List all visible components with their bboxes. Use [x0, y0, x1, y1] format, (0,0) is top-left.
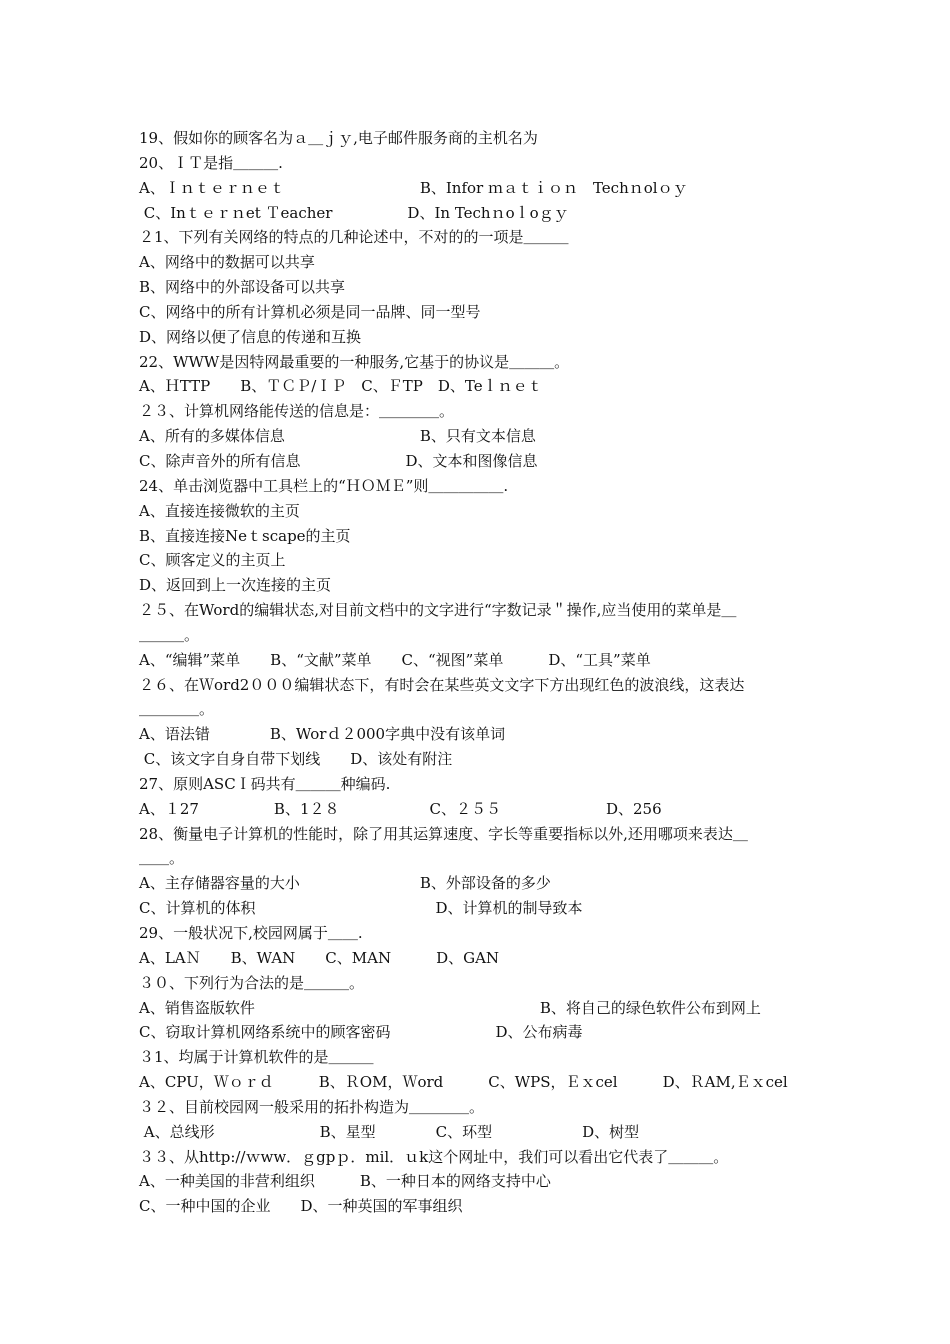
text-line: ３２、目前校园网一般采用的拓扑构造为＿＿＿＿。 — [139, 1097, 485, 1116]
text-line: ３０、下列行为合法的是＿＿＿。 — [139, 973, 365, 992]
text-line: A、“编辑”菜单 B、“文献”菜单 C、“视图”菜单 D、“工具”菜单 — [139, 650, 651, 669]
text-line: C、Inｔｅｒｎet Ｔeacher D、In Techｎoｌoｇｙ — [139, 203, 569, 222]
text-line: C、网络中的所有计算机必须是同一品牌、同一型号 — [139, 302, 481, 321]
text-line: A、CPU，Ｗｏｒｄ B、ＲOM，Ｗord C、WPS，Ｅｘcel D、ＲAM,Ｅｘcel — [139, 1073, 788, 1092]
text-line: C、除声音外的所有信息 D、文本和图像信息 — [139, 451, 538, 470]
text-line: 20、ＩＴ是指＿＿＿. — [139, 153, 283, 172]
text-line: A、所有的多媒体信息 B、只有文本信息 — [139, 427, 536, 446]
text-line: ＿＿。 — [139, 849, 185, 868]
text-line: C、一种中国的企业 D、一种英国的军事组织 — [139, 1197, 463, 1216]
text-line: 28、衡量电子计算机的性能时，除了用其运算速度、字长等重要指标以外,还用哪项来表达＿ — [139, 824, 748, 843]
text-line: C、窃取计算机网络系统中的顾客密码 D、公布病毒 — [139, 1023, 583, 1042]
text-line: A、网络中的数据可以共享 — [139, 253, 315, 272]
text-line: D、网络以便了信息的传递和互换 — [139, 327, 362, 346]
text-line: ＿＿＿＿。 — [139, 700, 215, 719]
text-line: ３３、从http://ｗww．ｇgpｐ．mil．ｕk这个网址中，我们可以看出它代表了＿＿＿。 — [139, 1147, 729, 1166]
text-line: D、返回到上一次连接的主页 — [139, 576, 332, 595]
text-line: ２３、计算机网络能传送的信息是：＿＿＿＿。 — [139, 402, 455, 421]
text-line: ３1、均属于计算机软件的是＿＿＿ — [139, 1048, 374, 1067]
text-line: A、ＨTTP B、ＴＣＰ/ＩＰ C、ＦTP D、Teｌｎｅｔ — [139, 377, 543, 396]
text-line: A、主存储器容量的大小 B、外部设备的多少 — [139, 874, 551, 893]
text-line: A、１27 B、1２８ C、２５５ D、256 — [139, 799, 662, 818]
text-line: A、Ｉｎｔｅｒｎｅｔ B、Infor ｍａｔｉｏｎ Techｎolｏｙ — [139, 178, 688, 197]
text-line: B、直接连接Neｔscape的主页 — [139, 526, 351, 545]
document-body — [139, 126, 839, 1219]
text-line: A、语法错 B、Worｄ２000字典中没有该单词 — [139, 725, 506, 744]
text-line: C、计算机的体积 D、计算机的制导致本 — [139, 899, 583, 918]
text-line: A、直接连接微软的主页 — [139, 501, 300, 520]
text-line: A、总线形 B、星型 C、环型 D、树型 — [139, 1122, 640, 1141]
text-line: A、LAＮ B、WAN C、MAN D、GAN — [139, 948, 500, 967]
text-line: C、顾客定义的主页上 — [139, 551, 286, 570]
text-line: 27、原则ASCＩ码共有＿＿＿种编码. — [139, 774, 391, 793]
text-line: 29、一般状况下,校园网属于＿＿. — [139, 924, 363, 942]
text-line: ＿＿＿。 — [139, 625, 200, 644]
text-line: ２６、在Ｗord2０００编辑状态下，有时会在某些英文文字下方出现红色的波浪线，这表达 — [139, 675, 745, 694]
text-line: B、网络中的外部设备可以共享 — [139, 278, 346, 297]
text-line: A、销售盗版软件 B、将自己的绿色软件公布到网上 — [139, 998, 761, 1017]
text-line: C、该文字自身自带下划线 D、该处有附注 — [139, 750, 453, 769]
text-line: 19、假如你的顾客名为ａ＿ｊｙ,电子邮件服务商的主机名为 — [139, 129, 538, 147]
text-line: 22、WWW是因特网最重要的一种服务,它基于的协议是＿＿＿。 — [139, 352, 570, 371]
text-line: ２５、在Word的编辑状态,对目前文档中的文字进行“字数记录＂操作,应当使用的菜单是＿ — [139, 601, 737, 620]
text-line: ２1、下列有关网络的特点的几种论述中，不对的的一项是＿＿＿ — [139, 228, 569, 247]
text-line: 24、单击浏览器中工具栏上的“ＨＯＭＥ”则＿＿＿＿＿. — [139, 476, 509, 495]
text-line: A、一种美国的非营利组织 B、一种日本的网络支持中心 — [139, 1172, 551, 1191]
